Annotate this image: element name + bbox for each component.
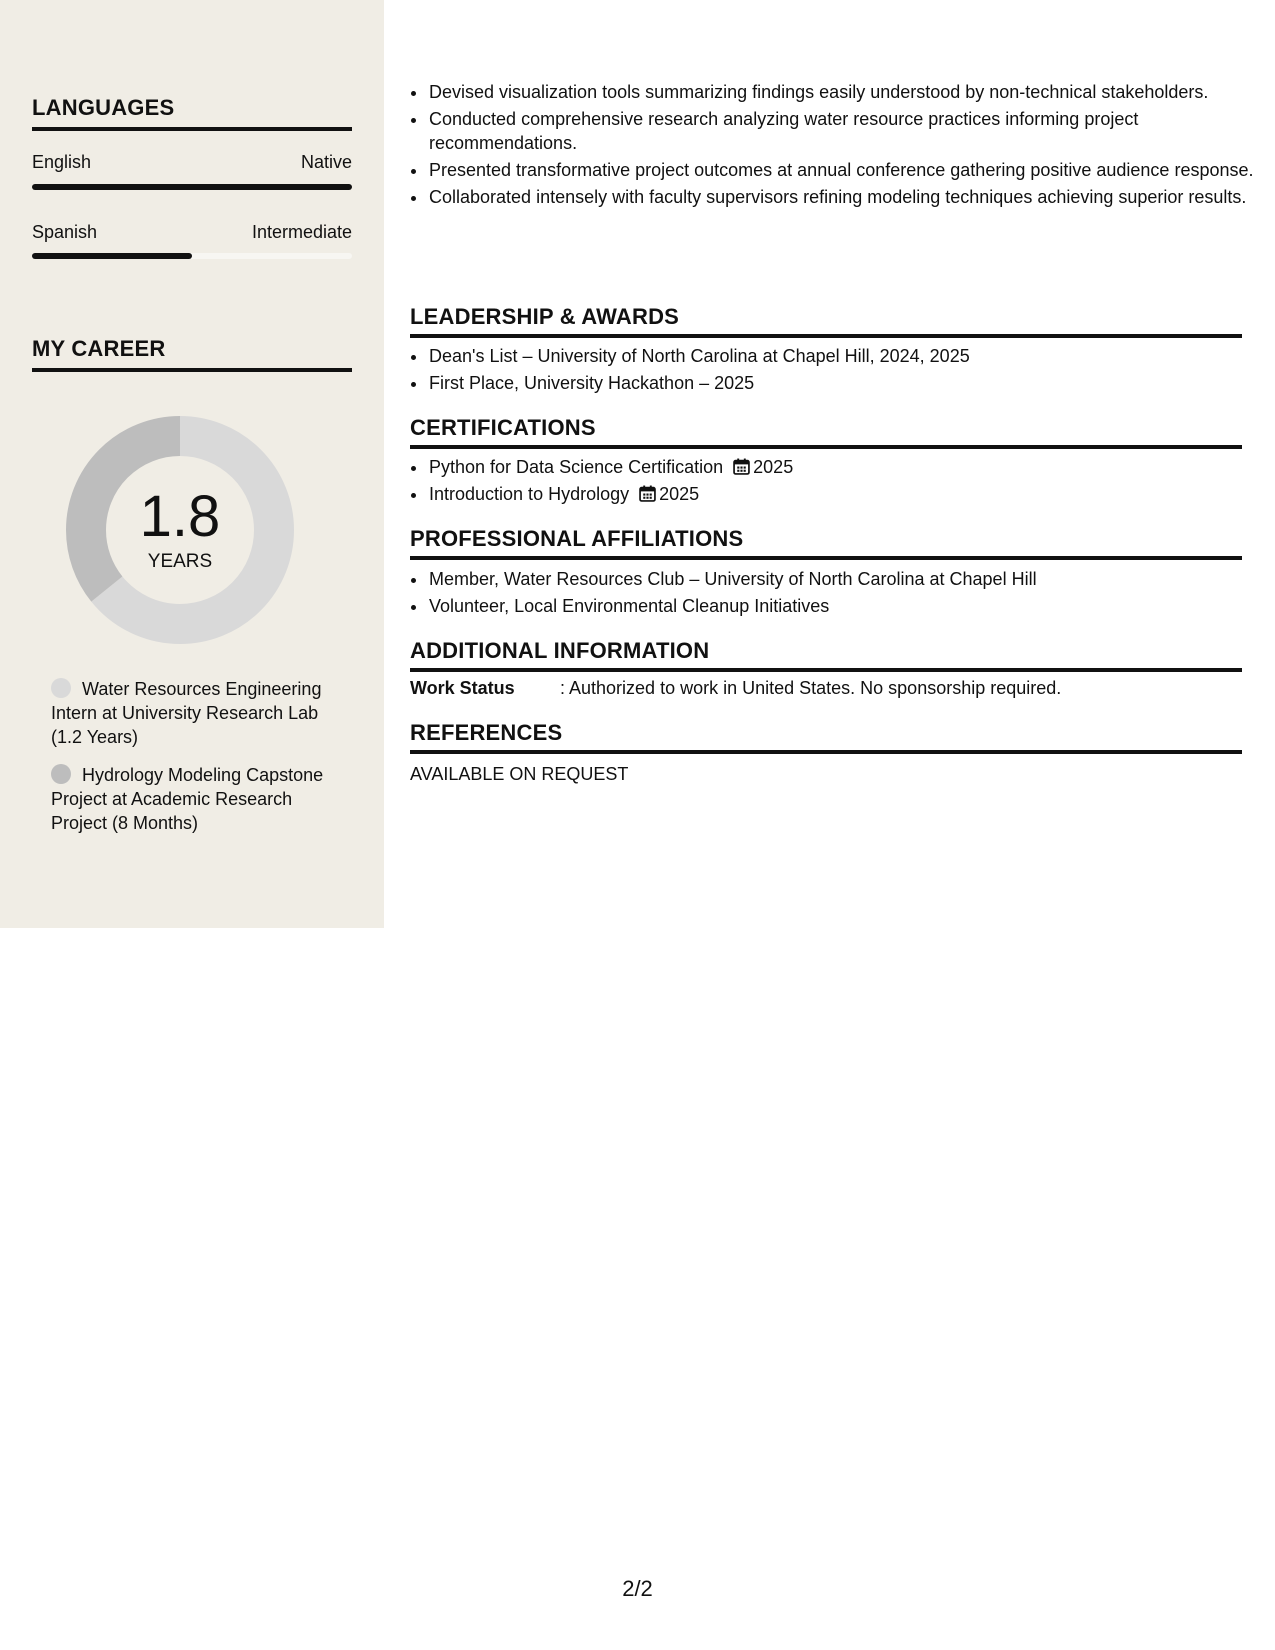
language-name: English <box>32 152 92 172</box>
list-item: • Volunteer, Local Environmental Cleanup Initiatives <box>428 594 1260 618</box>
certification-name: Introduction to Hydrology <box>429 484 630 504</box>
work-status-row <box>410 678 1242 699</box>
certification-year: 2025 <box>659 484 700 504</box>
career-total-years: 1.8 <box>139 484 221 549</box>
language-level: Intermediate <box>251 222 352 242</box>
language-row-english <box>32 152 352 173</box>
references-heading: REFERENCES <box>410 720 1242 754</box>
language-bar-fill <box>32 253 192 259</box>
legend-dot-icon <box>51 678 71 698</box>
certification-year: 2025 <box>753 457 794 477</box>
language-level: Native <box>300 152 352 172</box>
list-item: • Collaborated intensely with faculty supervisors refining modeling techniques achieving superior results. <box>428 185 1260 209</box>
career-legend-item <box>51 763 331 835</box>
language-bar-spanish <box>32 253 352 259</box>
calendar-icon <box>639 485 656 502</box>
references-text: AVAILABLE ON REQUEST <box>410 764 629 784</box>
certifications-list <box>410 455 1260 509</box>
career-unit-label: YEARS <box>147 551 213 572</box>
certifications-heading: CERTIFICATIONS <box>410 415 1242 449</box>
list-item: • Dean's List – University of North Carolina at Chapel Hill, 2024, 2025 <box>428 344 1260 368</box>
list-item: • Presented transformative project outcomes at annual conference gathering positive audience response. <box>428 158 1260 182</box>
sidebar <box>0 0 384 928</box>
legend-dot-icon <box>51 764 71 784</box>
leadership-list <box>410 344 1260 398</box>
list-item: • First Place, University Hackathon – 2025 <box>428 371 1260 395</box>
legend-label: Hydrology Modeling Capstone Project at Academic Research Project (8 Months) <box>51 765 324 833</box>
list-item <box>428 455 1260 479</box>
additional-info-heading: ADDITIONAL INFORMATION <box>410 638 1242 672</box>
language-row-spanish <box>32 222 352 243</box>
certification-name: Python for Data Science Certification <box>429 457 724 477</box>
career-legend-item <box>51 677 331 749</box>
list-item <box>428 482 1260 506</box>
legend-label: Water Resources Engineering Intern at University Research Lab (1.2 Years) <box>51 679 322 747</box>
work-status-value: : Authorized to work in United States. No sponsorship required. <box>560 678 1062 698</box>
affiliations-list <box>410 567 1260 621</box>
languages-heading: LANGUAGES <box>32 95 352 131</box>
list-item: • Conducted comprehensive research analyzing water resource practices informing project recommendations. <box>428 107 1260 155</box>
experience-bullets <box>410 80 1260 212</box>
affiliations-heading: PROFESSIONAL AFFILIATIONS <box>410 526 1242 560</box>
leadership-heading: LEADERSHIP & AWARDS <box>410 304 1242 338</box>
career-heading: MY CAREER <box>32 336 352 372</box>
calendar-icon <box>733 458 750 475</box>
language-name: Spanish <box>32 222 98 242</box>
list-item: • Member, Water Resources Club – University of North Carolina at Chapel Hill <box>428 567 1260 591</box>
language-bar-fill <box>32 184 352 190</box>
language-bar-english <box>32 184 352 190</box>
page-number: 2/2 <box>622 1576 653 1601</box>
work-status-label: Work Status <box>410 678 515 698</box>
list-item: • Devised visualization tools summarizing findings easily understood by non-technical stakeholders. <box>428 80 1260 104</box>
